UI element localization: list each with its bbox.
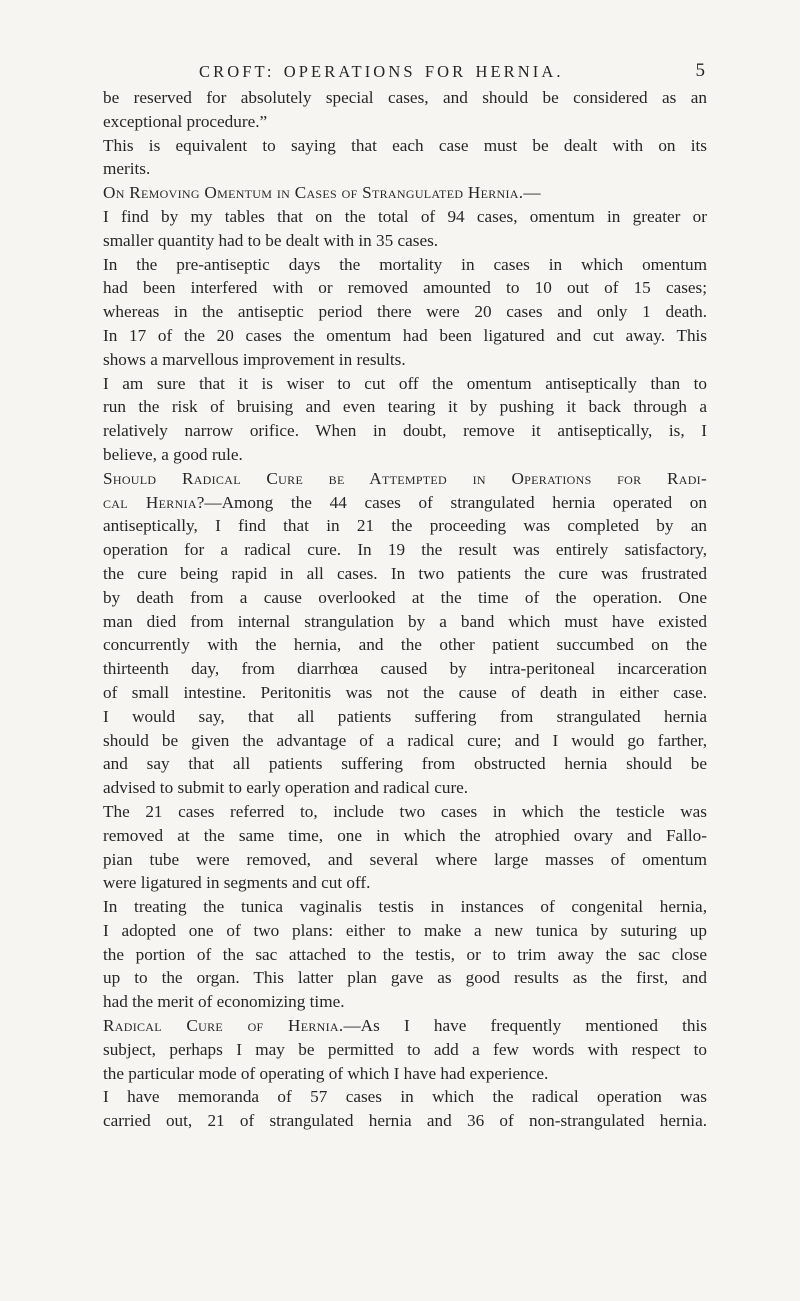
text-line: This is equivalent to saying that each case must be dealt with on its [103,135,707,155]
text-line: be reserved for absolutely special cases, and should be considered as an [103,88,707,107]
text-line: believe, a good rule. [103,444,243,464]
text-line: removed at the same time, one in which the atrophied ovary and Fallo- [103,825,707,845]
text-line: exceptional procedure.” [103,111,268,131]
section-heading-line [103,181,707,205]
text-line: relatively narrow orifice. When in doubt, remove it antiseptically, is, I [103,421,707,441]
text-line: of small intestine. Peritonitis was not the cause of death in either case. [103,682,707,702]
text-line: pian tube were removed, and several where large masses of omentum [103,849,707,869]
section-heading-line [103,467,707,491]
section-heading: Radical Cure of Hernia. [103,1016,344,1036]
text-line: and say that all patients suffering from obstructed hernia should be [103,754,707,774]
text-line: the particular mode of operating of which I have had experience. [103,1063,549,1083]
text-line: had been interfered with or removed amounted to 10 out of 15 cases; [103,278,707,298]
text-line: I adopted one of two plans: either to make a new tunica by suturing up [103,920,707,940]
text-line: were ligatured in segments and cut off. [103,873,371,893]
text-line: had the merit of economizing time. [103,992,345,1012]
text-line: man died from internal strangulation by a band which must have existed [103,611,707,631]
text-line: antiseptically, I find that in 21 the proceeding was completed by an [103,516,707,536]
text-line: In the pre-antiseptic days the mortality in cases in which omentum [103,254,707,274]
text-line: whereas in the antiseptic period there were 20 cases and only 1 death. [103,302,707,322]
text-line: run the risk of bruising and even tearing it by pushing it back through a [103,397,707,417]
text-line: advised to submit to early operation and radical cure. [103,778,469,798]
text-line: carried out, 21 of strangulated hernia and 36 of non-strangulated hernia. [103,1111,707,1131]
section-heading-line: cal Hernia?—Among the 44 cases of strangulated hernia operated on [103,492,707,512]
text-line: subject, perhaps I may be permitted to add a few words with respect to [103,1039,707,1059]
text-line: I would say, that all patients suffering from strangulated hernia [103,706,707,726]
text-line: should be given the advantage of a radical cure; and I would go farther, [103,730,707,750]
text-line: The 21 cases referred to, include two cases in which the testicle was [103,801,707,821]
text-line: the portion of the sac attached to the testis, or to trim away the sac close [103,944,707,964]
text-line: the cure being rapid in all cases. In two patients the cure was frustrated [103,563,707,583]
running-head [103,60,707,86]
text-line: I have memoranda of 57 cases in which the radical operation was [103,1087,707,1107]
section-heading-line: Radical Cure of Hernia.—As I have frequently mentioned this [103,1016,707,1036]
text-line: merits. [103,159,151,179]
text-line: In 17 of the 20 cases the omentum had been ligatured and cut away. This [103,325,707,345]
page-number: 5 [695,60,705,81]
text-line: smaller quantity had to be dealt with in 35 cases. [103,230,439,250]
text-line: operation for a radical cure. In 19 the result was entirely satisfactory, [103,540,707,560]
running-title: CROFT: OPERATIONS FOR HERNIA. [199,62,564,81]
text-line: I find by my tables that on the total of 94 cases, omentum in greater or [103,206,707,226]
text-line: I am sure that it is wiser to cut off the omentum antiseptically than to [103,373,707,393]
text-line: thirteenth day, from diarrhœa caused by intra-peritoneal incarceration [103,659,707,679]
section-heading: Should Radical Cure be Attempted in Operations for Radi- [103,468,707,488]
text-line: shows a marvellous improvement in results. [103,349,406,369]
text-line: up to the organ. This latter plan gave as good results as the first, and [103,968,707,988]
section-heading: cal Hernia [103,492,197,512]
text-line: In treating the tunica vaginalis testis in instances of congenital hernia, [103,897,707,917]
body-text [103,86,707,1133]
section-heading: On Removing Omentum in Cases of Strangulated Hernia.— [103,183,541,203]
text-line: by death from a cause overlooked at the time of the operation. One [103,587,707,607]
text-line: concurrently with the hernia, and the other patient succumbed on the [103,635,707,655]
